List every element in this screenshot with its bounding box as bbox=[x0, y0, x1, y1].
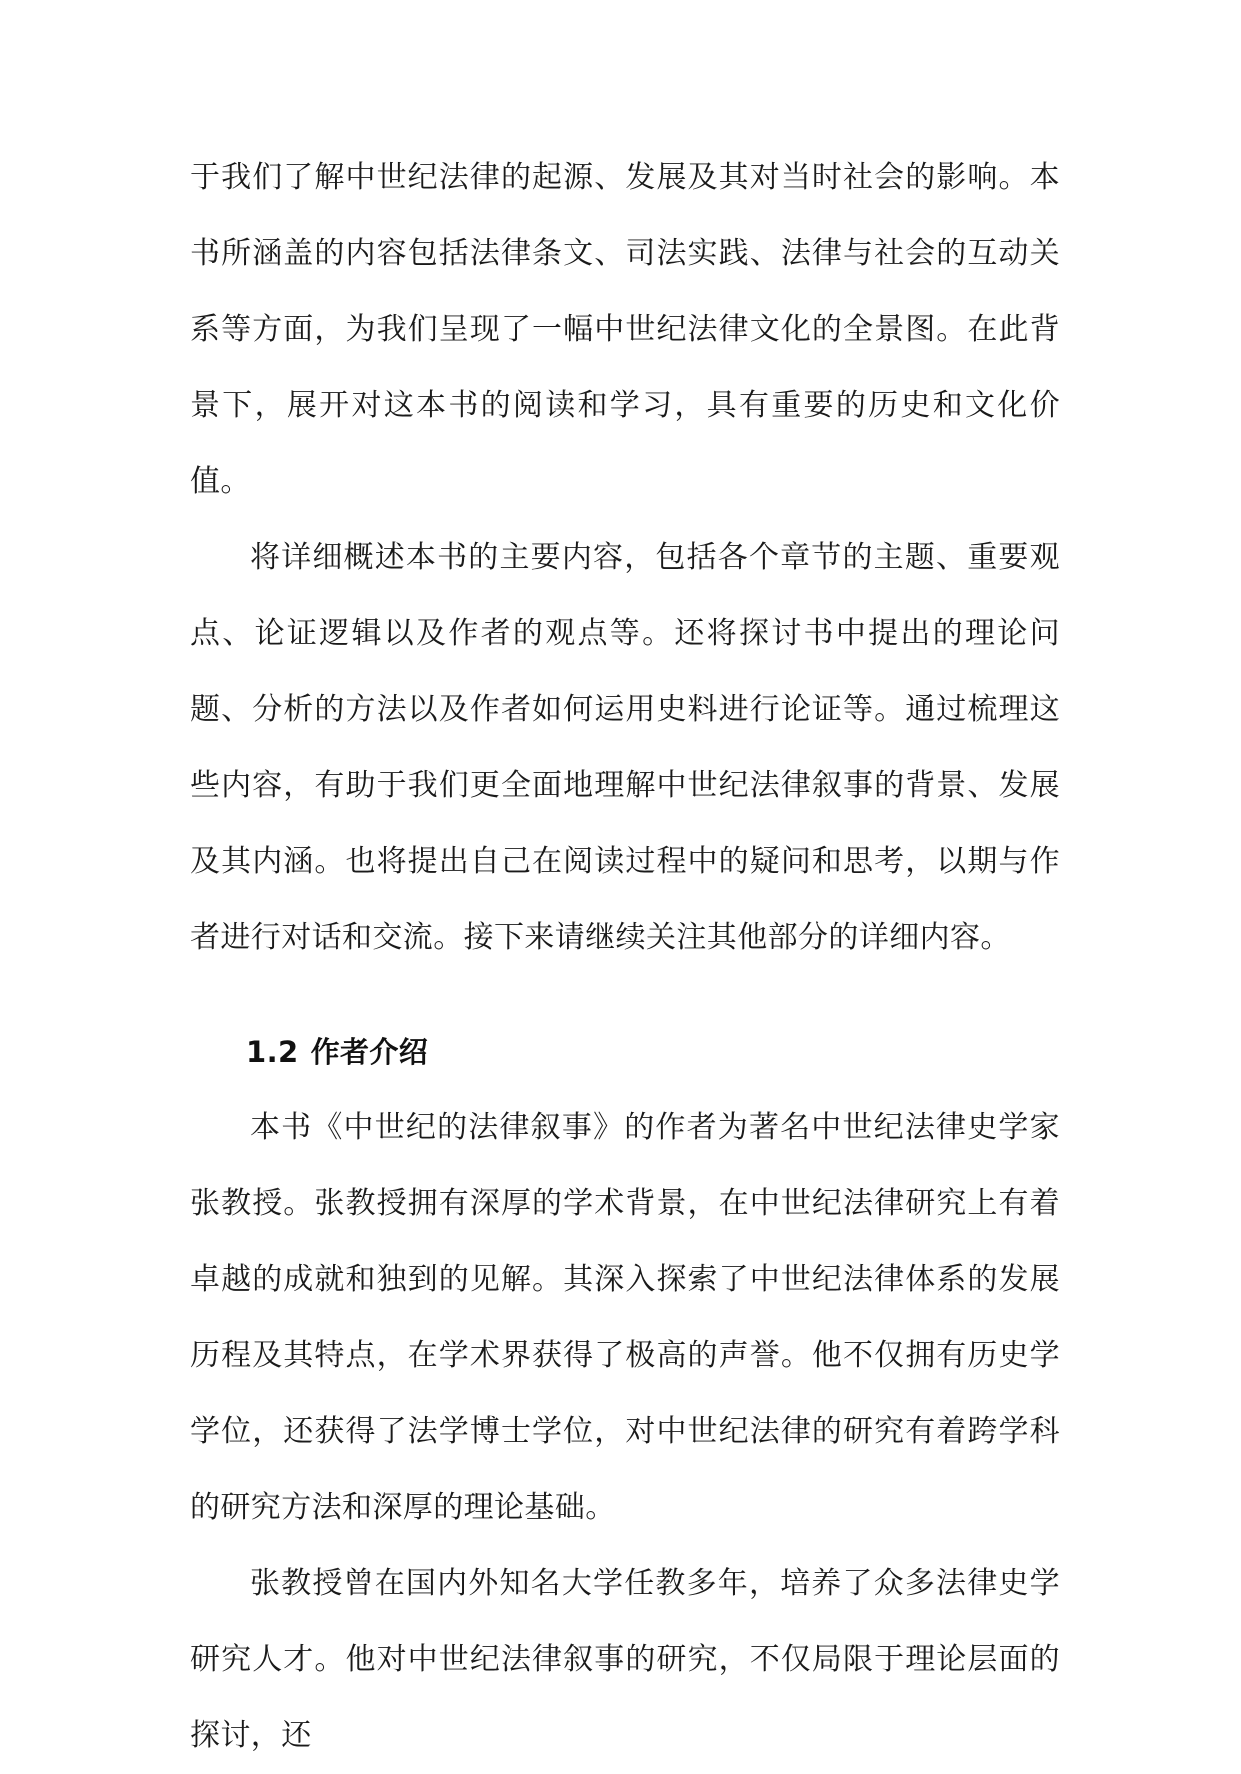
paragraph-author-teaching: 张教授曾在国内外知名大学任教多年，培养了众多法律史学研究人才。他对中世纪法律叙事的研究，不仅局限于理论层面的探讨，还 bbox=[190, 1566, 1060, 1753]
document-body bbox=[190, 140, 1060, 1774]
paragraph-author-intro: 本书《中世纪的法律叙事》的作者为著名中世纪法律史学家张教授。张教授拥有深厚的学术背景，在中世纪法律研究上有着卓越的成就和独到的见解。其深入探索了中世纪法律体系的发展历程及其特点，在学术界获得了极高的声誉。他不仅拥有历史学学位，还获得了法学博士学位，对中世纪法律的研究有着跨学科的研究方法和深厚的理论基础。 bbox=[190, 1110, 1060, 1525]
section-number: 1.2 bbox=[246, 1035, 299, 1069]
section-title: 作者介绍 bbox=[310, 1035, 429, 1069]
paragraph-continued: 于我们了解中世纪法律的起源、发展及其对当时社会的影响。本书所涵盖的内容包括法律条文、司法实践、法律与社会的互动关系等方面，为我们呈现了一幅中世纪法律文化的全景图。在此背景下，展开对这本书的阅读和学习，具有重要的历史和文化价值。 bbox=[190, 160, 1060, 499]
section-heading bbox=[190, 1014, 1060, 1090]
paragraph-overview: 将详细概述本书的主要内容，包括各个章节的主题、重要观点、论证逻辑以及作者的观点等。还将探讨书中提出的理论问题、分析的方法以及作者如何运用史料进行论证等。通过梳理这些内容，有助于我们更全面地理解中世纪法律叙事的背景、发展及其内涵。也将提出自己在阅读过程中的疑问和思考，以期与作者进行对话和交流。接下来请继续关注其他部分的详细内容。 bbox=[190, 540, 1060, 955]
